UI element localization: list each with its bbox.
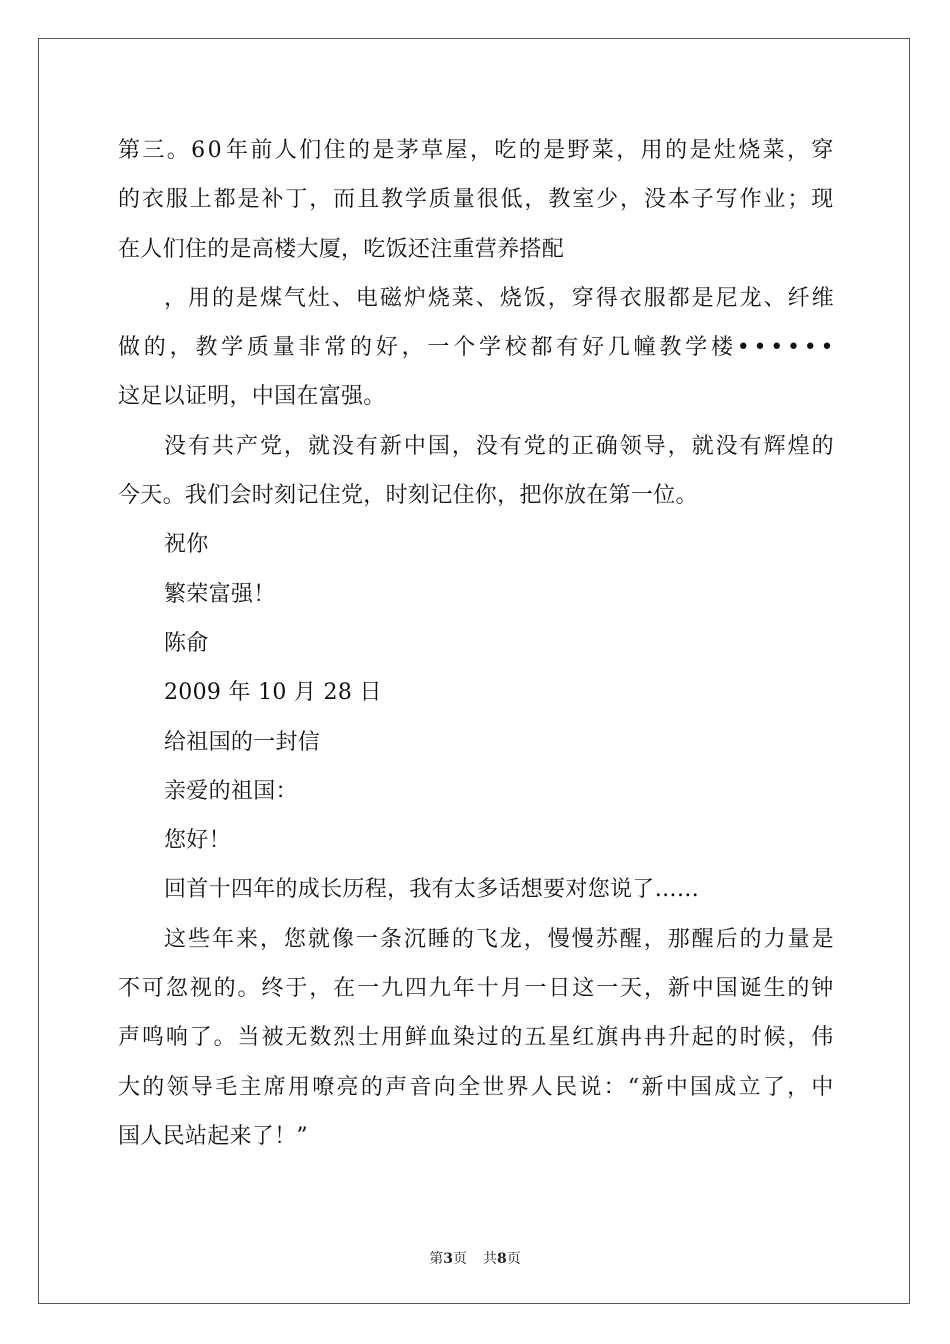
text-line: 的 衣 服 上 都 是 补 丁 ， 而 且 教 学 质 量 很 低 ， 教 室 少 ， 没 本 子 写 作 业 ； 现: [118, 187, 834, 213]
closing-salutation: 祝你: [164, 532, 209, 558]
page-suffix: 页: [453, 1251, 467, 1267]
text-line: 今天。我们会时刻记住党，时刻记住你，把你放在第一位。: [118, 483, 698, 509]
text-line: 在人们住的是高楼大厦，吃饭还注重营养搭配: [118, 236, 565, 262]
text-line: 做 的 ， 教 学 质 量 非 常 的 好 ， 一 个 学 校 都 有 好 几 幢 教 学 楼 • • • • • •: [118, 335, 834, 361]
letter-greeting: 亲爱的祖国：: [164, 778, 298, 804]
text-line: 回首十四年的成长历程，我有太多话想要对您说了……: [164, 877, 700, 903]
signature-date: 2009 年 10 月 28 日: [164, 680, 382, 706]
document-body: [118, 126, 834, 1161]
letter-title: 给祖国的一封信: [164, 729, 321, 755]
page-prefix: 第: [429, 1251, 444, 1267]
page-total: 8: [497, 1251, 507, 1267]
text-line: 这足以证明，中国在富强。: [118, 384, 386, 410]
letter-greeting-2: 您好！: [164, 828, 231, 854]
closing-wish: 繁荣富强！: [164, 581, 276, 607]
text-line: ， 用 的 是 煤 气 灶 、 电 磁 炉 烧 菜 、 烧 饭 ， 穿 得 衣 服 都 是 尼 龙 、 纤 维: [164, 285, 834, 311]
text-line: 大 的 领 导 毛 主 席 用 嘹 亮 的 声 音 向 全 世 界 人 民 说 ： “ 新 中 国 成 立 了 ， 中: [118, 1074, 834, 1100]
page-current: 3: [443, 1251, 453, 1267]
page-footer: [0, 1248, 950, 1268]
total-prefix: 共: [483, 1251, 497, 1267]
text-line: 声 鸣 响 了 。 当 被 无 数 烈 士 用 鲜 血 染 过 的 五 星 红 旗 冉 冉 升 起 的 时 候 ， 伟: [118, 1025, 834, 1051]
text-line: 没 有 共 产 党 ， 就 没 有 新 中 国 ， 没 有 党 的 正 确 领 导 ， 就 没 有 辉 煌 的: [164, 433, 834, 459]
text-line: 这 些 年 来 ， 您 就 像 一 条 沉 睡 的 飞 龙 ， 慢 慢 苏 醒 ， 那 醒 后 的 力 量 是: [164, 926, 834, 952]
text-line: 国人民站起来了！”: [118, 1123, 308, 1149]
text-line: 不 可 忽 视 的 。 终 于 ， 在 一 九 四 九 年 十 月 一 日 这 一 天 ， 新 中 国 诞 生 的 钟: [118, 976, 834, 1002]
text-line: 第 三 。 6 0 年 前 人 们 住 的 是 茅 草 屋 ， 吃 的 是 野 菜 ， 用 的 是 灶 烧 菜 ， 穿: [118, 138, 834, 163]
total-suffix: 页: [506, 1251, 521, 1267]
signature-name: 陈俞: [164, 630, 209, 656]
